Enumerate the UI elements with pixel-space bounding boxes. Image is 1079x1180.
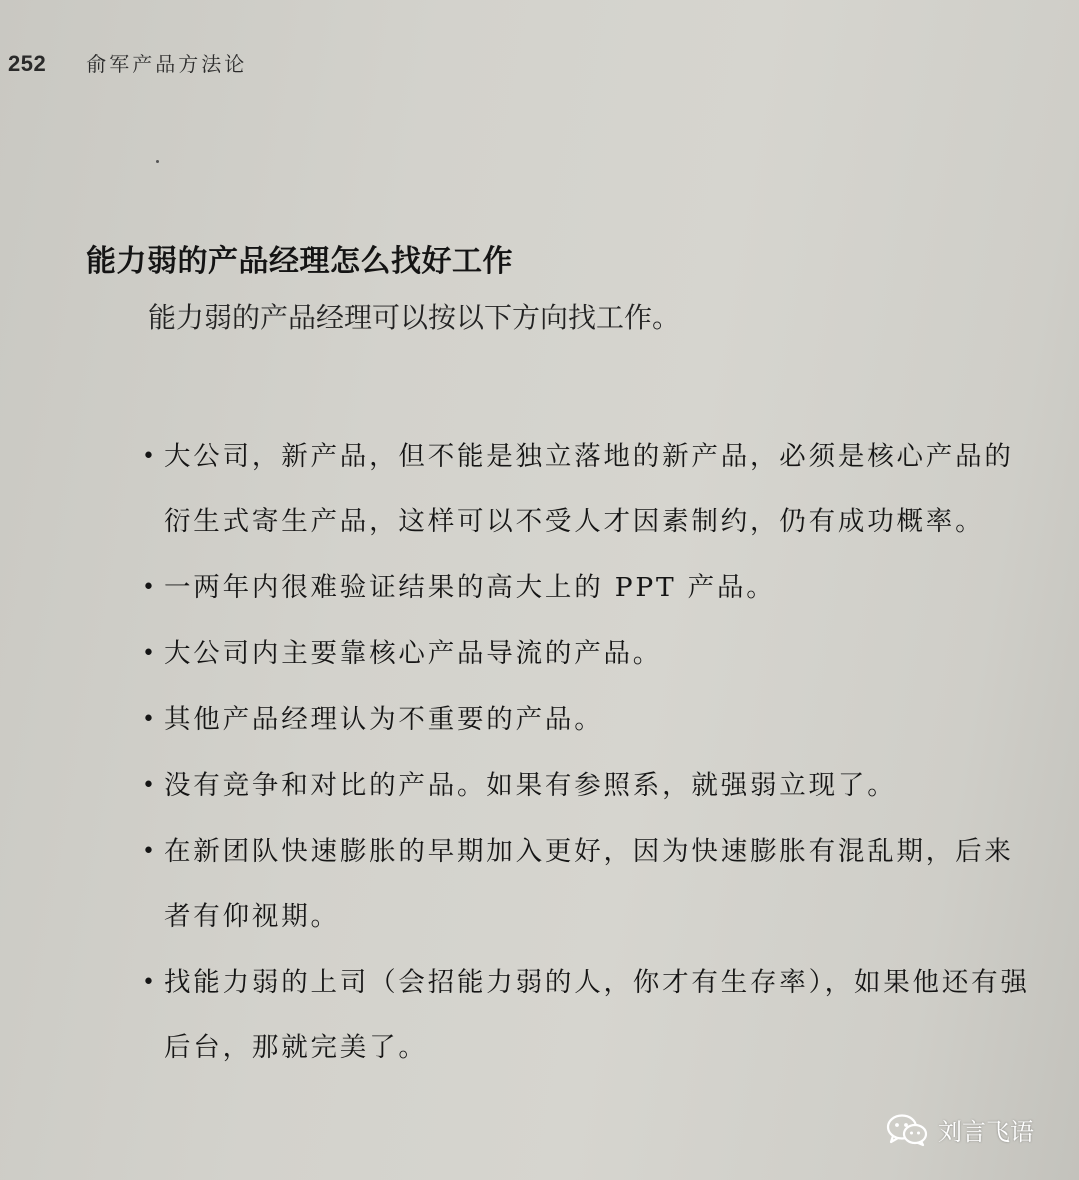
watermark-text: 刘言飞语 — [938, 1118, 1034, 1146]
section-intro: 能力弱的产品经理可以按以下方向找工作。 — [148, 301, 681, 334]
bullet-dot: • — [142, 773, 158, 798]
list-item — [140, 687, 1040, 752]
wechat-watermark — [886, 1112, 1034, 1147]
list-item-text: 没有竞争和对比的产品。如果有参照系，就强弱立现了。 — [164, 770, 897, 801]
list-item — [140, 950, 1040, 1080]
list-item — [140, 621, 1040, 686]
bullet-dot: • — [142, 575, 158, 600]
list-item-text: 大公司内主要靠核心产品导流的产品。 — [164, 638, 663, 669]
bullet-dot: • — [142, 839, 158, 864]
list-item-text: 其他产品经理认为不重要的产品。 — [164, 704, 604, 735]
section-title: 能力弱的产品经理怎么找好工作 — [86, 244, 513, 279]
page-header — [8, 48, 247, 77]
bullet-dot: • — [142, 444, 158, 469]
list-item-text: 一两年内很难验证结果的高大上的 PPT 产品。 — [164, 572, 776, 603]
bullet-dot: • — [142, 970, 158, 995]
list-item — [140, 819, 1040, 949]
running-title: 俞军产品方法论 — [86, 52, 248, 76]
list-item — [140, 424, 1040, 554]
list-item — [140, 555, 1040, 620]
page-number: 252 — [8, 51, 47, 76]
list-item-text: 在新团队快速膨胀的早期加入更好，因为快速膨胀有混乱期，后来者有仰视期。 — [164, 836, 1014, 932]
list-item-text: 大公司，新产品，但不能是独立落地的新产品，必须是核心产品的衍生式寄生产品，这样可以不受人才因素制约，仍有成功概率。 — [164, 441, 1014, 537]
list-item — [140, 753, 1040, 818]
bullet-dot: • — [142, 641, 158, 666]
bullet-list — [140, 424, 1040, 1080]
list-item-text: 找能力弱的上司（会招能力弱的人，你才有生存率），如果他还有强后台，那就完美了。 — [164, 967, 1030, 1063]
print-speck — [156, 160, 159, 163]
bullet-dot: • — [142, 707, 158, 732]
wechat-icon — [886, 1113, 928, 1147]
